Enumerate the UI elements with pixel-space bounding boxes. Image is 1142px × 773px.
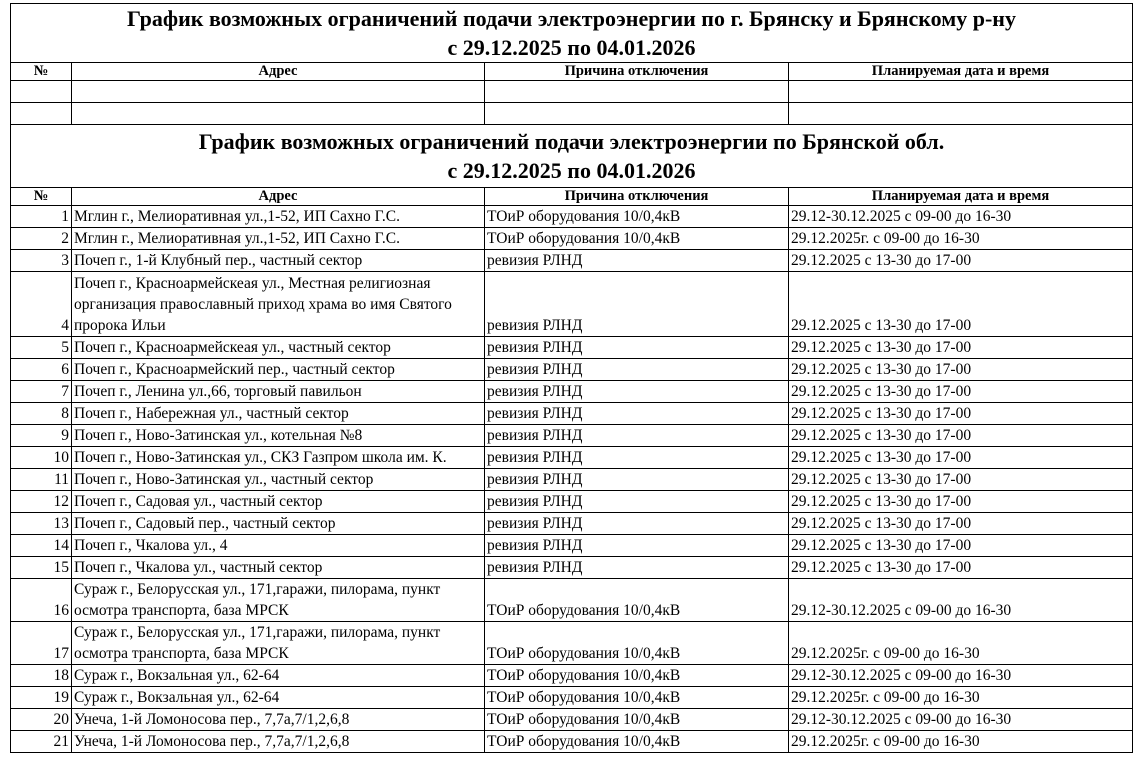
row-num-cell[interactable]: 2 [11, 228, 72, 250]
header-address: Адрес [72, 63, 485, 81]
row-reason-cell[interactable]: ТОиР оборудования 10/0,4кВ [485, 228, 789, 250]
empty-cell[interactable] [11, 81, 72, 103]
table-row [11, 535, 1133, 557]
row-address-cell[interactable]: Сураж г., Вокзальная ул., 62-64 [72, 665, 485, 687]
spreadsheet [10, 3, 1132, 753]
table-row [11, 447, 1133, 469]
table-row [11, 250, 1133, 272]
row-num-cell[interactable]: 6 [11, 359, 72, 381]
row-num-cell[interactable]: 21 [11, 731, 72, 753]
row-num-cell[interactable]: 13 [11, 513, 72, 535]
row-address-cell[interactable]: Почеп г., Ново-Затинская ул., СКЗ Газпром школа им. К. [72, 447, 485, 469]
section2-title-row [11, 125, 1133, 188]
table-row [11, 272, 1133, 337]
row-datetime-cell[interactable]: 29.12-30.12.2025 с 09-00 до 16-30 [789, 665, 1133, 687]
section1-title-row [11, 4, 1133, 63]
row-address-cell[interactable]: Почеп г., Ново-Затинская ул., частный сектор [72, 469, 485, 491]
row-num-cell[interactable]: 8 [11, 403, 72, 425]
row-num-cell[interactable]: 20 [11, 709, 72, 731]
row-reason-cell[interactable]: ТОиР оборудования 10/0,4кВ [485, 622, 789, 665]
row-address-cell[interactable]: Почеп г., Садовая ул., частный сектор [72, 491, 485, 513]
row-address-cell[interactable]: Почеп г., Чкалова ул., частный сектор [72, 557, 485, 579]
row-datetime-cell[interactable]: 29.12.2025 с 13-30 до 17-00 [789, 513, 1133, 535]
row-datetime-cell[interactable]: 29.12.2025 с 13-30 до 17-00 [789, 535, 1133, 557]
row-reason-cell[interactable]: ТОиР оборудования 10/0,4кВ [485, 687, 789, 709]
section2-title [11, 125, 1133, 188]
header-datetime: Планируемая дата и время [789, 188, 1133, 206]
row-reason-cell[interactable]: ревизия РЛНД [485, 381, 789, 403]
row-address-cell[interactable]: Почеп г., Набережная ул., частный сектор [72, 403, 485, 425]
table-row [11, 557, 1133, 579]
header-datetime: Планируемая дата и время [789, 63, 1133, 81]
header-num: № [11, 63, 72, 81]
row-datetime-cell[interactable]: 29.12.2025 с 13-30 до 17-00 [789, 491, 1133, 513]
row-reason-cell[interactable]: ревизия РЛНД [485, 469, 789, 491]
row-num-cell[interactable]: 15 [11, 557, 72, 579]
row-address-cell[interactable]: Унеча, 1-й Ломоносова пер., 7,7а,7/1,2,6,8 [72, 709, 485, 731]
row-address-cell[interactable]: Почеп г., Чкалова ул., 4 [72, 535, 485, 557]
section2-title-line2: с 29.12.2025 по 04.01.2026 [447, 158, 696, 183]
row-address-cell[interactable]: Почеп г., Красноармейский пер., частный сектор [72, 359, 485, 381]
row-reason-cell[interactable]: ревизия РЛНД [485, 425, 789, 447]
row-num-cell[interactable]: 4 [11, 272, 72, 337]
row-num-cell[interactable]: 10 [11, 447, 72, 469]
row-num-cell[interactable]: 7 [11, 381, 72, 403]
row-address-cell[interactable]: Почеп г., Ленина ул.,66, торговый павильон [72, 381, 485, 403]
empty-cell[interactable] [72, 81, 485, 103]
row-datetime-cell[interactable]: 29.12.2025 с 13-30 до 17-00 [789, 272, 1133, 337]
row-address-cell[interactable]: Унеча, 1-й Ломоносова пер., 7,7а,7/1,2,6,8 [72, 731, 485, 753]
row-address-cell[interactable]: Сураж г., Белорусская ул., 171,гаражи, пилорама, пункт осмотра транспорта, база МРСК [72, 579, 485, 622]
row-datetime-cell[interactable]: 29.12.2025г. с 09-00 до 16-30 [789, 731, 1133, 753]
row-datetime-cell[interactable]: 29.12-30.12.2025 с 09-00 до 16-30 [789, 206, 1133, 228]
row-num-cell[interactable]: 5 [11, 337, 72, 359]
row-datetime-cell[interactable]: 29.12.2025 с 13-30 до 17-00 [789, 403, 1133, 425]
row-address-cell[interactable]: Сураж г., Белорусская ул., 171,гаражи, пилорама, пункт осмотра транспорта, база МРСК [72, 622, 485, 665]
row-num-cell[interactable]: 16 [11, 579, 72, 622]
row-datetime-cell[interactable]: 29.12.2025г. с 09-00 до 16-30 [789, 228, 1133, 250]
row-num-cell[interactable]: 14 [11, 535, 72, 557]
row-reason-cell[interactable]: ревизия РЛНД [485, 513, 789, 535]
row-reason-cell[interactable]: ТОиР оборудования 10/0,4кВ [485, 579, 789, 622]
row-reason-cell[interactable]: ревизия РЛНД [485, 337, 789, 359]
row-reason-cell[interactable]: ревизия РЛНД [485, 250, 789, 272]
table-row [11, 206, 1133, 228]
section2-title-line1: График возможных ограничений подачи электроэнергии по Брянской обл. [198, 129, 945, 154]
row-address-cell[interactable]: Почеп г., Ново-Затинская ул., котельная №8 [72, 425, 485, 447]
row-reason-cell[interactable]: ревизия РЛНД [485, 535, 789, 557]
row-num-cell[interactable]: 11 [11, 469, 72, 491]
row-reason-cell[interactable]: ревизия РЛНД [485, 359, 789, 381]
row-datetime-cell[interactable]: 29.12.2025г. с 09-00 до 16-30 [789, 687, 1133, 709]
table-row [11, 425, 1133, 447]
row-datetime-cell[interactable]: 29.12.2025 с 13-30 до 17-00 [789, 447, 1133, 469]
row-address-cell[interactable]: Почеп г., 1-й Клубный пер., частный сектор [72, 250, 485, 272]
row-num-cell[interactable]: 1 [11, 206, 72, 228]
table-row [11, 513, 1133, 535]
row-address-cell[interactable]: Мглин г., Мелиоративная ул.,1-52, ИП Сахно Г.С. [72, 228, 485, 250]
empty-cell[interactable] [485, 81, 789, 103]
table-row [11, 731, 1133, 753]
row-num-cell[interactable]: 9 [11, 425, 72, 447]
row-reason-cell[interactable]: ТОиР оборудования 10/0,4кВ [485, 731, 789, 753]
row-datetime-cell[interactable]: 29.12.2025 с 13-30 до 17-00 [789, 337, 1133, 359]
section1-header-row [11, 63, 1133, 81]
row-datetime-cell[interactable]: 29.12.2025 с 13-30 до 17-00 [789, 469, 1133, 491]
row-num-cell[interactable]: 18 [11, 665, 72, 687]
row-reason-cell[interactable]: ревизия РЛНД [485, 403, 789, 425]
empty-row [11, 103, 1133, 125]
table-row [11, 359, 1133, 381]
table-row [11, 622, 1133, 665]
section2-header-row [11, 188, 1133, 206]
row-reason-cell[interactable]: ревизия РЛНД [485, 557, 789, 579]
header-reason: Причина отключения [485, 188, 789, 206]
row-reason-cell[interactable]: ревизия РЛНД [485, 491, 789, 513]
row-num-cell[interactable]: 12 [11, 491, 72, 513]
empty-cell[interactable] [11, 103, 72, 125]
table-row [11, 579, 1133, 622]
row-reason-cell[interactable]: ревизия РЛНД [485, 447, 789, 469]
empty-cell[interactable] [789, 103, 1133, 125]
schedule-table [10, 3, 1133, 753]
table-row [11, 381, 1133, 403]
row-address-cell[interactable]: Почеп г., Садовый пер., частный сектор [72, 513, 485, 535]
row-address-cell[interactable]: Почеп г., Красноармейскеая ул., частный сектор [72, 337, 485, 359]
header-num: № [11, 188, 72, 206]
table-row [11, 403, 1133, 425]
row-datetime-cell[interactable]: 29.12-30.12.2025 с 09-00 до 16-30 [789, 709, 1133, 731]
row-address-cell[interactable]: Почеп г., Красноармейскеая ул., Местная религиозная организация православный приход храма во имя Святого пророка Ильи [72, 272, 485, 337]
table-row [11, 709, 1133, 731]
row-datetime-cell[interactable]: 29.12.2025 с 13-30 до 17-00 [789, 381, 1133, 403]
section1-title-line1: График возможных ограничений подачи электроэнергии по г. Брянску и Брянскому р-ну [127, 6, 1016, 31]
table-row [11, 491, 1133, 513]
table-row [11, 228, 1133, 250]
row-datetime-cell[interactable]: 29.12.2025 с 13-30 до 17-00 [789, 425, 1133, 447]
table-row [11, 687, 1133, 709]
row-reason-cell[interactable]: ревизия РЛНД [485, 272, 789, 337]
header-address: Адрес [72, 188, 485, 206]
row-reason-cell[interactable]: ТОиР оборудования 10/0,4кВ [485, 206, 789, 228]
row-datetime-cell[interactable]: 29.12-30.12.2025 с 09-00 до 16-30 [789, 579, 1133, 622]
row-datetime-cell[interactable]: 29.12.2025г. с 09-00 до 16-30 [789, 622, 1133, 665]
table-row [11, 665, 1133, 687]
row-num-cell[interactable]: 17 [11, 622, 72, 665]
row-address-cell[interactable]: Сураж г., Вокзальная ул., 62-64 [72, 687, 485, 709]
empty-cell[interactable] [485, 103, 789, 125]
table-row [11, 337, 1133, 359]
empty-cell[interactable] [789, 81, 1133, 103]
section1-title-line2: с 29.12.2025 по 04.01.2026 [447, 35, 696, 60]
row-num-cell[interactable]: 3 [11, 250, 72, 272]
row-datetime-cell[interactable]: 29.12.2025 с 13-30 до 17-00 [789, 359, 1133, 381]
empty-cell[interactable] [72, 103, 485, 125]
empty-row [11, 81, 1133, 103]
section1-title [11, 4, 1133, 63]
row-reason-cell[interactable]: ТОиР оборудования 10/0,4кВ [485, 665, 789, 687]
header-reason: Причина отключения [485, 63, 789, 81]
row-datetime-cell[interactable]: 29.12.2025 с 13-30 до 17-00 [789, 557, 1133, 579]
row-datetime-cell[interactable]: 29.12.2025 с 13-30 до 17-00 [789, 250, 1133, 272]
table-row [11, 469, 1133, 491]
row-num-cell[interactable]: 19 [11, 687, 72, 709]
row-address-cell[interactable]: Мглин г., Мелиоративная ул.,1-52, ИП Сахно Г.С. [72, 206, 485, 228]
row-reason-cell[interactable]: ТОиР оборудования 10/0,4кВ [485, 709, 789, 731]
